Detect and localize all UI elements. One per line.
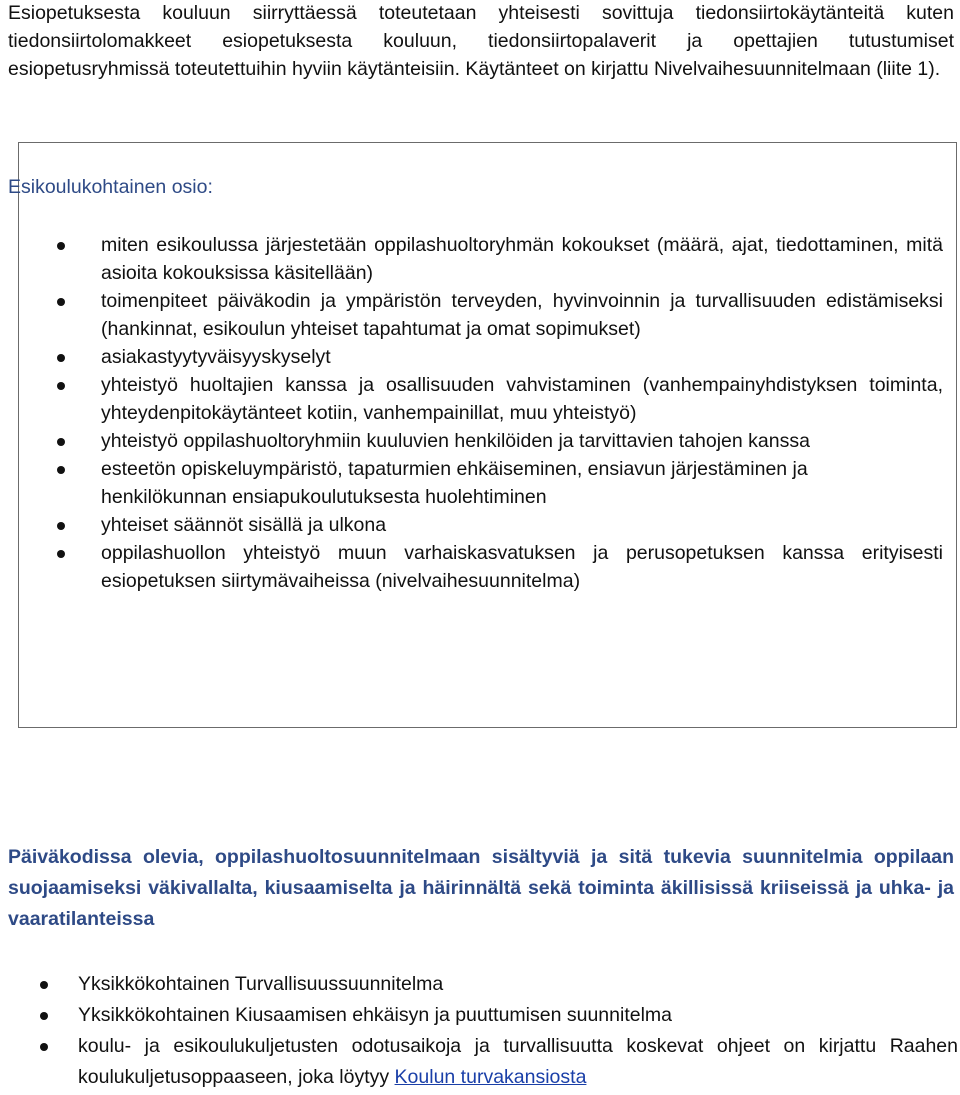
list-item: yhteistyö huoltajien kanssa ja osallisuuden vahvistaminen (vanhempainyhdistyksen toiminta, yhteydenpitokäytänteet kotiin, vanhempainillat, muu yhteistyö) <box>101 371 943 427</box>
preschool-section-list <box>101 231 943 595</box>
bullet-icon <box>57 522 65 530</box>
list-item: esteetön opiskeluympäristö, tapaturmien ehkäiseminen, ensiavun järjestäminen ja henkilökunnan ensiapukoulutuksesta huolehtiminen <box>101 455 943 511</box>
bullet-icon <box>40 981 48 989</box>
list-item: Yksikkökohtainen Turvallisuussuunnitelma <box>78 969 958 1000</box>
bullet-icon <box>57 382 65 390</box>
bullet-icon <box>57 242 65 250</box>
bullet-icon <box>57 466 65 474</box>
list-item: Yksikkökohtainen Kiusaamisen ehkäisyn ja puuttumisen suunnitelma <box>78 1000 958 1031</box>
bullet-icon <box>57 354 65 362</box>
intro-paragraph: Esiopetuksesta kouluun siirryttäessä toteutetaan yhteisesti sovittuja tiedonsiirtokäytänteitä kuten tiedonsiirtolomakkeet esiopetuksesta kouluun, tiedonsiirtopalaverit ja opettajien tutustumiset esiopetusryhmissä toteutettuihin hyviin käytänteisiin. Käytänteet on kirjattu Nivelvaihesuunnitelmaan (liite 1). <box>8 2 954 80</box>
preschool-section-box <box>8 142 957 728</box>
safety-folder-link[interactable]: Koulun turvakansiosta <box>394 1066 587 1088</box>
safety-plans-heading: Päiväkodissa olevia, oppilashuoltosuunnitelmaan sisältyviä ja sitä tukevia suunnitelmia oppilaan suojaamiseksi väkivallalta, kiusaamiselta ja häirinnältä sekä toiminta äkillisissä kriiseissä ja uhka- ja vaaratilanteissa <box>8 846 954 930</box>
bullet-icon <box>57 438 65 446</box>
bullet-icon <box>57 298 65 306</box>
list-item: oppilashuollon yhteistyö muun varhaiskasvatuksen ja perusopetuksen kanssa erityisesti esiopetuksen siirtymävaiheissa (nivelvaihesuunnitelma) <box>101 539 943 595</box>
bullet-icon <box>40 1012 48 1020</box>
bullet-icon <box>57 550 65 558</box>
preschool-section-heading: Esikoulukohtainen osio: <box>8 176 213 198</box>
list-item: asiakastyytyväisyyskyselyt <box>101 343 943 371</box>
bullet-icon <box>40 1043 48 1051</box>
list-item: yhteistyö oppilashuoltoryhmiin kuuluvien henkilöiden ja tarvittavien tahojen kanssa <box>101 427 943 455</box>
safety-plans-list <box>78 969 958 1093</box>
list-item: yhteiset säännöt sisällä ja ulkona <box>101 511 943 539</box>
list-item: koulu- ja esikoulukuljetusten odotusaikoja ja turvallisuutta koskevat ohjeet on kirjattu Raahen koulukuljetusoppaaseen, joka löytyy Koulun turvakansiosta <box>78 1031 958 1093</box>
list-item: miten esikoulussa järjestetään oppilashuoltoryhmän kokoukset (määrä, ajat, tiedottaminen, mitä asioita kokouksissa käsitellään) <box>101 231 943 287</box>
list-item: toimenpiteet päiväkodin ja ympäristön terveyden, hyvinvoinnin ja turvallisuuden edistämiseksi (hankinnat, esikoulun yhteiset tapahtumat ja omat sopimukset) <box>101 287 943 343</box>
